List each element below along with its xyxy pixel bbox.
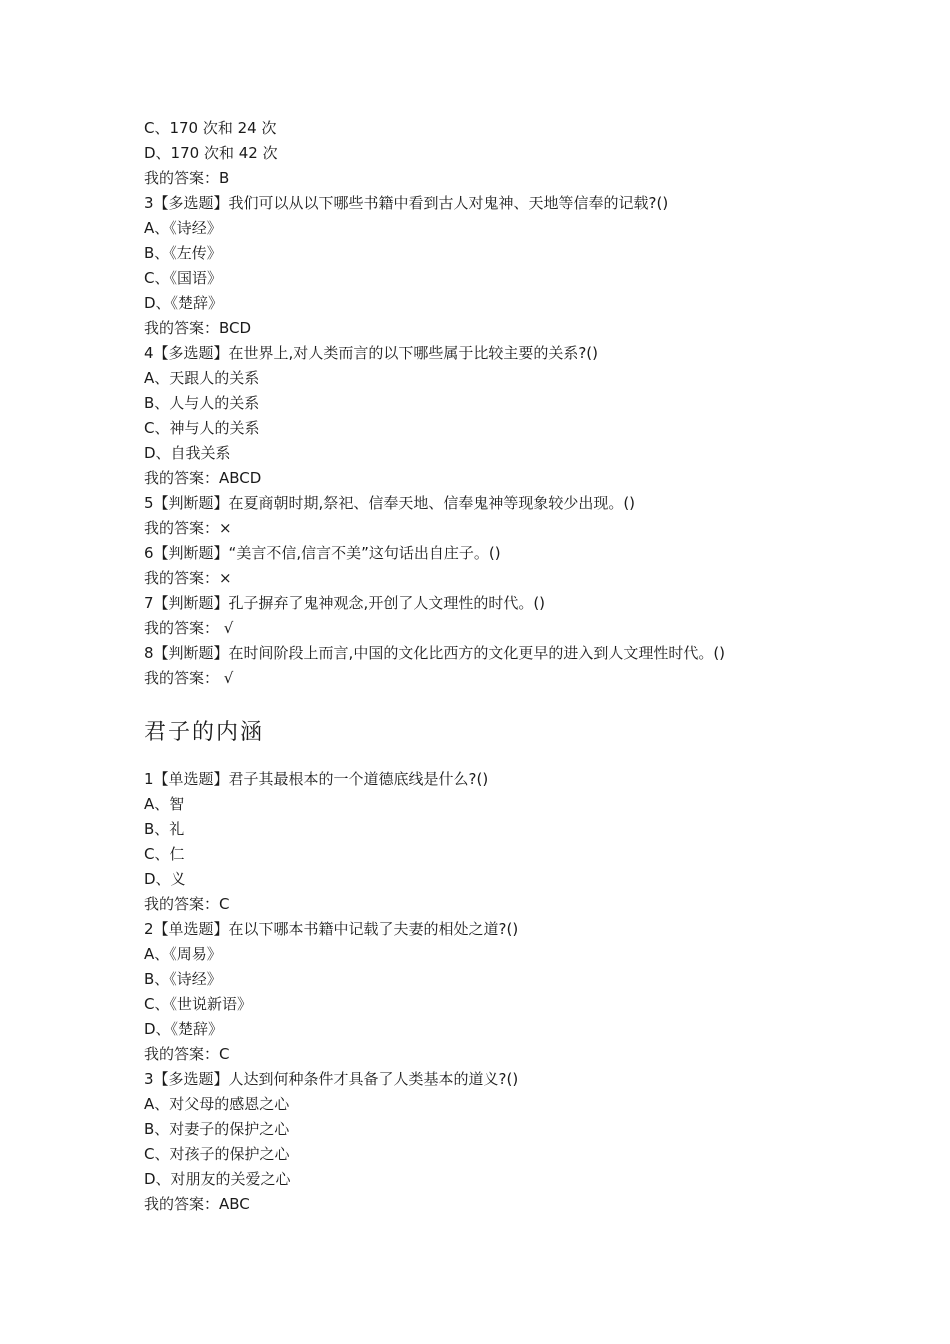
answer-line: 我的答案：×	[144, 569, 232, 587]
question-line: 1【单选题】君子其最根本的一个道德底线是什么?()	[144, 770, 489, 788]
option-line: C、《国语》	[144, 269, 222, 287]
question-line: 6【判断题】“美言不信,信言不美”这句话出自庄子。()	[144, 544, 501, 562]
option-line: B、礼	[144, 820, 185, 838]
quiz-block-section	[144, 767, 844, 1217]
option-line: B、对妻子的保护之心	[144, 1120, 290, 1138]
question-line: 2【单选题】在以下哪本书籍中记载了夫妻的相处之道?()	[144, 920, 519, 938]
option-line: C、《世说新语》	[144, 995, 252, 1013]
option-line: A、智	[144, 795, 185, 813]
quiz-block-previous-section	[144, 116, 844, 691]
answer-line: 我的答案： √	[144, 619, 234, 637]
answer-line: 我的答案：C	[144, 895, 230, 913]
answer-line: 我的答案：C	[144, 1045, 230, 1063]
option-line: D、自我关系	[144, 444, 231, 462]
option-line: D、对朋友的关爱之心	[144, 1170, 291, 1188]
option-line: A、天跟人的关系	[144, 369, 260, 387]
option-line: D、义	[144, 870, 186, 888]
question-line: 4【多选题】在世界上,对人类而言的以下哪些属于比较主要的关系?()	[144, 344, 598, 362]
document-page	[144, 116, 844, 1217]
answer-line: 我的答案：BCD	[144, 319, 252, 337]
option-line: D、《楚辞》	[144, 294, 224, 312]
option-line: C、神与人的关系	[144, 419, 260, 437]
option-line: B、《诗经》	[144, 970, 222, 988]
question-line: 3【多选题】人达到何种条件才具备了人类基本的道义?()	[144, 1070, 519, 1088]
question-line: 5【判断题】在夏商朝时期,祭祀、信奉天地、信奉鬼神等现象较少出现。()	[144, 494, 636, 512]
answer-line: 我的答案：B	[144, 169, 230, 187]
answer-line: 我的答案：ABCD	[144, 469, 262, 487]
option-line: B、《左传》	[144, 244, 222, 262]
option-line: A、《诗经》	[144, 219, 222, 237]
option-line: A、《周易》	[144, 945, 222, 963]
question-line: 7【判断题】孔子摒弃了鬼神观念,开创了人文理性的时代。()	[144, 594, 546, 612]
option-line: D、170 次和 42 次	[144, 144, 278, 162]
answer-line: 我的答案：ABC	[144, 1195, 250, 1213]
question-line: 3【多选题】我们可以从以下哪些书籍中看到古人对鬼神、天地等信奉的记载?()	[144, 194, 669, 212]
option-line: B、人与人的关系	[144, 394, 260, 412]
option-line: C、对孩子的保护之心	[144, 1145, 290, 1163]
option-line: C、仁	[144, 845, 185, 863]
answer-line: 我的答案：×	[144, 519, 232, 537]
answer-line: 我的答案： √	[144, 669, 234, 687]
section-heading: 君子的内涵	[144, 720, 265, 745]
option-line: C、170 次和 24 次	[144, 119, 277, 137]
option-line: A、对父母的感恩之心	[144, 1095, 290, 1113]
option-line: D、《楚辞》	[144, 1020, 224, 1038]
question-line: 8【判断题】在时间阶段上而言,中国的文化比西方的文化更早的进入到人文理性时代。()	[144, 644, 726, 662]
